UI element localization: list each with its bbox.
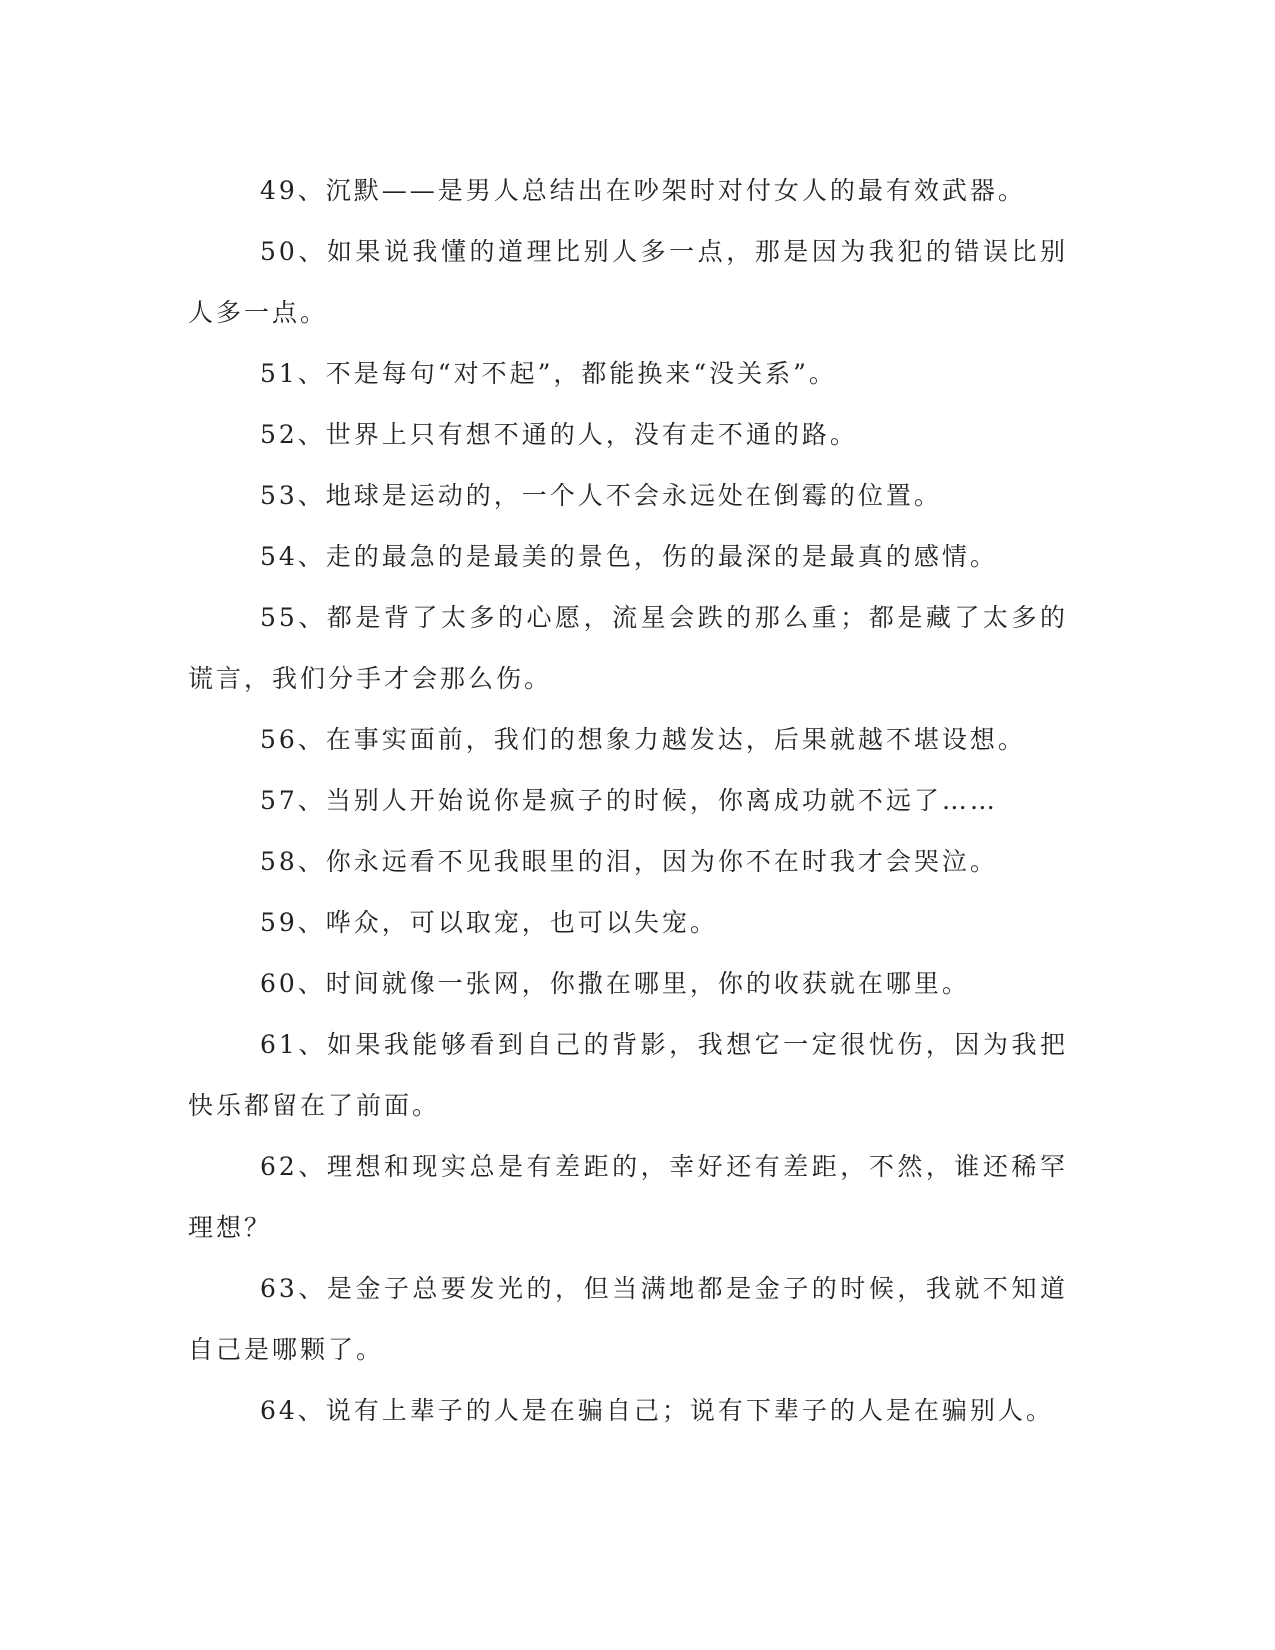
quote-paragraph-60: 60、时间就像一张网，你撒在哪里，你的收获就在哪里。 (260, 969, 970, 998)
quote-paragraph-55: 55、都是背了太多的心愿，流星会跌的那么重；都是藏了太多的谎言，我们分手才会那么伤。 (188, 603, 1068, 693)
quote-paragraph-51: 51、不是每句“对不起”，都能换来“没关系”。 (260, 359, 837, 388)
quote-paragraph-52: 52、世界上只有想不通的人，没有走不通的路。 (260, 420, 858, 449)
document-body (188, 160, 1068, 1441)
quote-paragraph-59: 59、哗众，可以取宠，也可以失宠。 (260, 908, 718, 937)
quote-paragraph-62: 62、理想和现实总是有差距的，幸好还有差距，不然，谁还稀罕理想？ (188, 1152, 1068, 1242)
quote-paragraph-50: 50、如果说我懂的道理比别人多一点，那是因为我犯的错误比别人多一点。 (188, 237, 1068, 327)
quote-paragraph-58: 58、你永远看不见我眼里的泪，因为你不在时我才会哭泣。 (260, 847, 998, 876)
quote-paragraph-53: 53、地球是运动的，一个人不会永远处在倒霉的位置。 (260, 481, 942, 510)
quote-paragraph-64: 64、说有上辈子的人是在骗自己；说有下辈子的人是在骗别人。 (260, 1396, 1054, 1425)
quote-paragraph-49: 49、沉默——是男人总结出在吵架时对付女人的最有效武器。 (260, 176, 1026, 205)
quote-paragraph-57: 57、当别人开始说你是疯子的时候，你离成功就不远了…… (260, 786, 998, 815)
quote-paragraph-63: 63、是金子总要发光的，但当满地都是金子的时候，我就不知道自己是哪颗了。 (188, 1274, 1068, 1364)
quote-paragraph-54: 54、走的最急的是最美的景色，伤的最深的是最真的感情。 (260, 542, 998, 571)
quote-paragraph-61: 61、如果我能够看到自己的背影，我想它一定很忧伤，因为我把快乐都留在了前面。 (188, 1030, 1068, 1120)
quote-paragraph-56: 56、在事实面前，我们的想象力越发达，后果就越不堪设想。 (260, 725, 1026, 754)
